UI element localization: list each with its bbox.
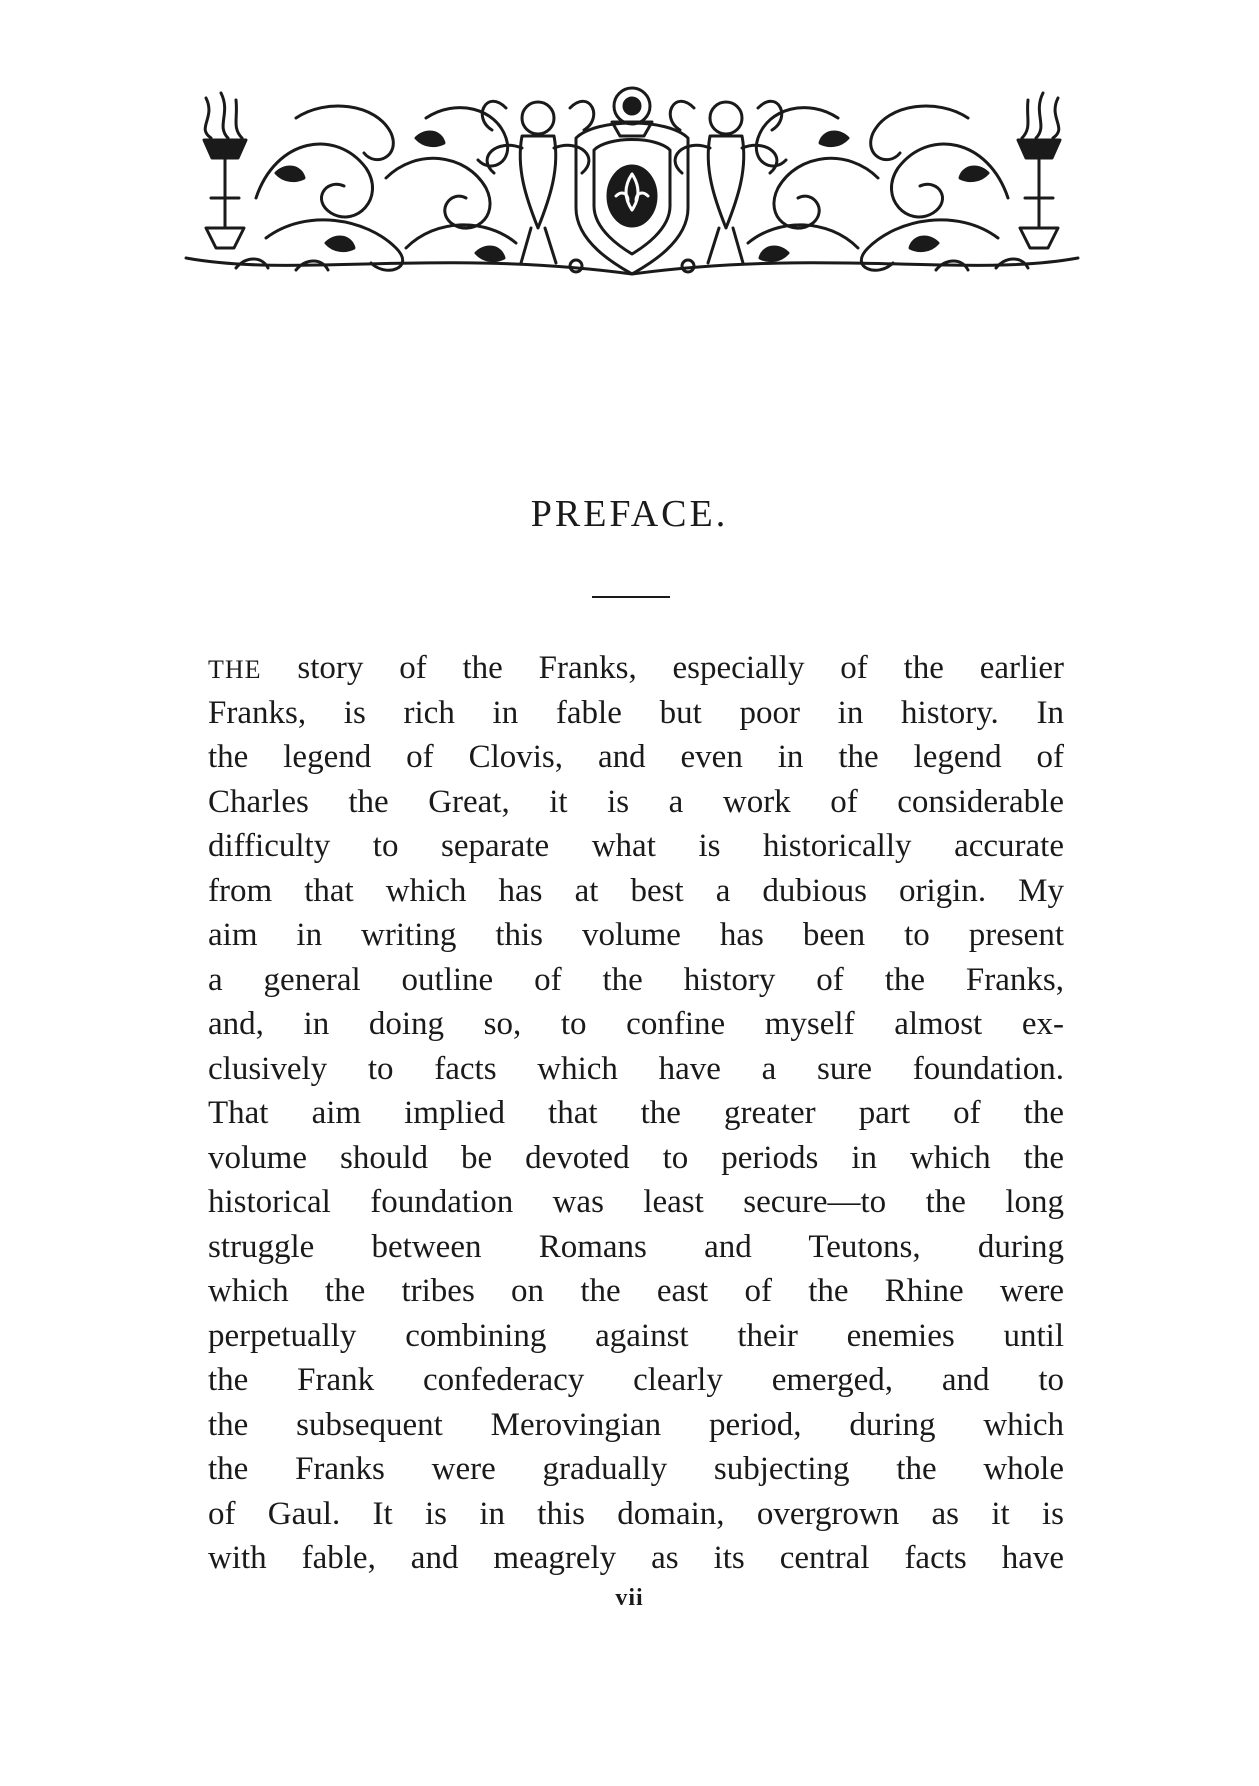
text-line: the Franks were gradually subjecting the whole [208,1451,1064,1487]
page-number: vii [615,1585,644,1611]
text-line: of Gaul. It is in this domain, overgrown as it is [208,1495,1064,1532]
text-line: struggle between Romans and Teutons, during [208,1228,1064,1265]
text-line: the subsequent Merovingian period, during which [208,1406,1064,1443]
text-line: Charles the Great, it is a work of considerable [208,783,1064,820]
text-line: and, in doing so, to confine myself almost ex- [208,1006,1064,1042]
text-line: clusively to facts which have a sure foundation. [208,1050,1064,1087]
page-title: PREFACE. [530,493,729,535]
first-line-rest: story of the Franks, especially of the earlier [261,650,1064,686]
preface-body [208,646,1064,1581]
text-line: That aim implied that the greater part of the [208,1095,1064,1131]
opening-small-caps: THE [208,655,262,684]
text-line: which the tribes on the east of the Rhine were [208,1273,1064,1309]
title-rule [592,596,670,598]
text-line: from that which has at best a dubious origin. My [208,872,1064,909]
text-line: aim in writing this volume has been to present [208,917,1064,953]
text-line: difficulty to separate what is historically accurate [208,828,1064,864]
text-line: with fable, and meagrely as its central facts have [208,1540,1064,1576]
text-line: volume should be devoted to periods in which the [208,1139,1064,1176]
text-line-1 [208,646,1064,691]
text-line: historical foundation was least secure—to the long [208,1184,1064,1220]
text-line: a general outline of the history of the Franks, [208,961,1064,998]
text-line: Franks, is rich in fable but poor in history. In [208,694,1064,731]
text-line: the legend of Clovis, and even in the legend of [208,739,1064,775]
text-line: the Frank confederacy clearly emerged, and to [208,1362,1064,1398]
decorative-headpiece-icon [176,78,1088,284]
text-line: perpetually combining against their enemies until [208,1317,1064,1354]
